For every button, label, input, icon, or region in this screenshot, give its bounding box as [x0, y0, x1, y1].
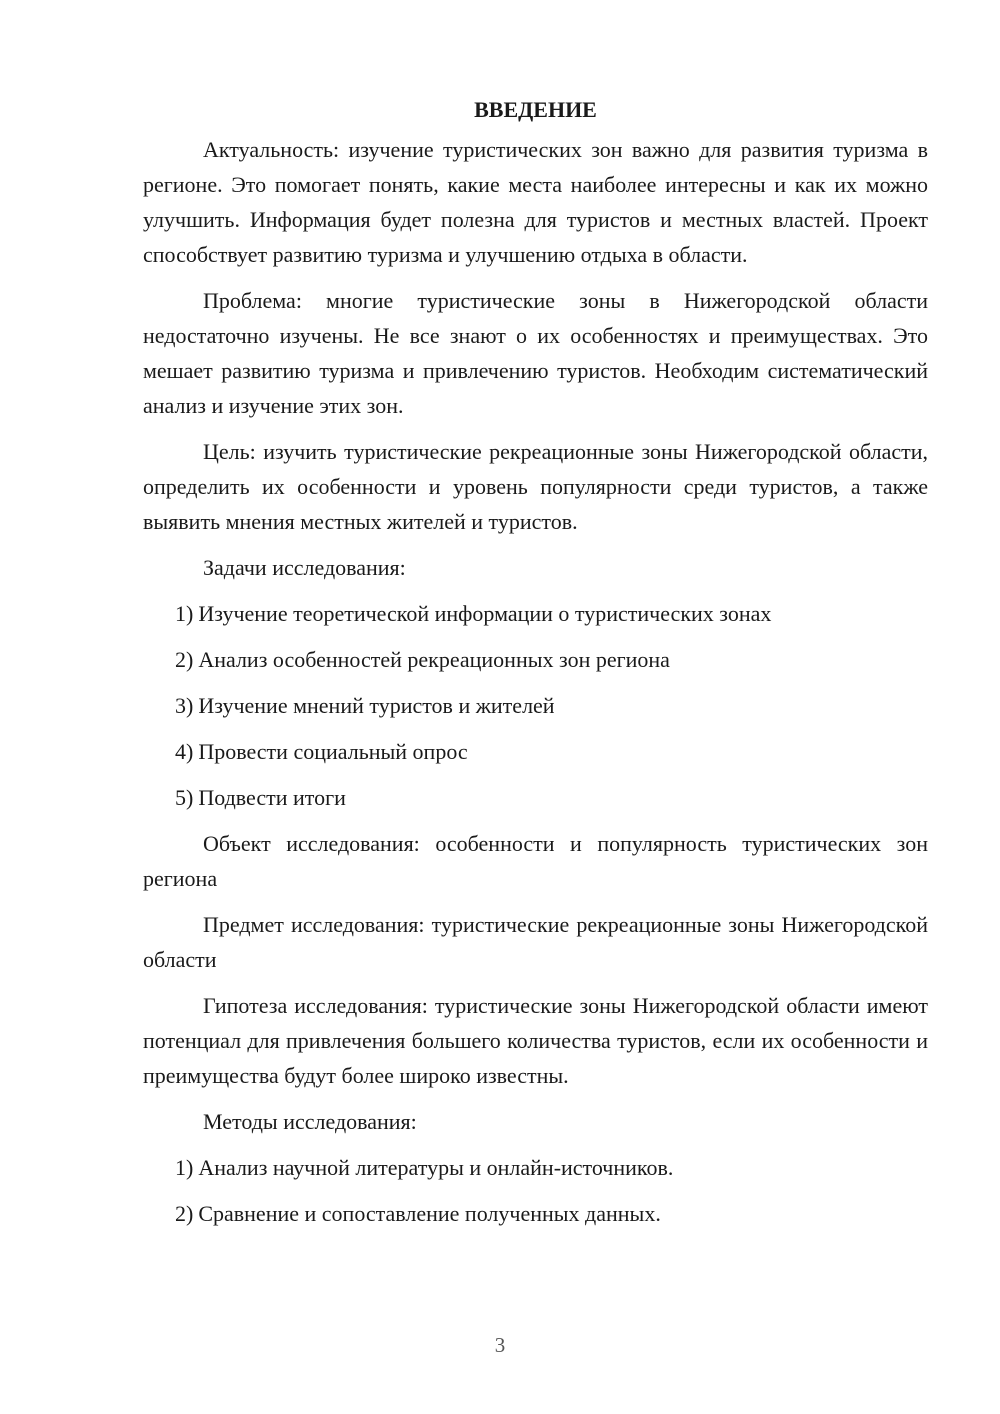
tasks-list: [143, 596, 928, 815]
list-item-text: Анализ особенностей рекреационных зон региона: [198, 647, 670, 672]
list-item-text: Провести социальный опрос: [198, 739, 468, 764]
list-item-number: 4): [175, 739, 194, 764]
list-item: [143, 1196, 928, 1231]
list-item-number: 2): [175, 647, 194, 672]
list-item: [143, 642, 928, 677]
subject-paragraph: Предмет исследования: туристические рекреационные зоны Нижегородской области: [143, 912, 928, 972]
list-item-text: Сравнение и сопоставление полученных данных.: [198, 1201, 661, 1226]
methods-heading: Методы исследования:: [203, 1109, 417, 1134]
document-page: [143, 90, 928, 1242]
list-item-number: 3): [175, 693, 194, 718]
list-item: [143, 734, 928, 769]
page-number: 3: [494, 1333, 506, 1357]
object-paragraph: Объект исследования: особенности и популярность туристических зон региона: [143, 831, 928, 891]
hypothesis-paragraph: Гипотеза исследования: туристические зоны Нижегородской области имеют потенциал для привлечения большего количества туристов, если их особенности и преимущества будут более широко известны.: [143, 993, 928, 1088]
list-item-number: 5): [175, 785, 194, 810]
list-item-number: 1): [175, 601, 194, 626]
list-item-number: 2): [175, 1201, 194, 1226]
tasks-heading: Задачи исследования:: [203, 555, 406, 580]
list-item: [143, 596, 928, 631]
list-item: [143, 780, 928, 815]
list-item-text: Изучение мнений туристов и жителей: [198, 693, 555, 718]
list-item-text: Подвести итоги: [198, 785, 346, 810]
methods-list: [143, 1150, 928, 1231]
list-item-text: Анализ научной литературы и онлайн-источников.: [198, 1155, 674, 1180]
relevance-paragraph: Актуальность: изучение туристических зон важно для развития туризма в регионе. Это помогает понять, какие места наиболее интересны и как их можно улучшить. Информация будет полезна для туристов и местных властей. Проект способствует развитию туризма и улучшению отдыха в области.: [143, 137, 928, 267]
list-item: [143, 1150, 928, 1185]
goal-paragraph: Цель: изучить туристические рекреационные зоны Нижегородской области, определить их особенности и уровень популярности среди туристов, а также выявить мнения местных жителей и туристов.: [143, 439, 928, 534]
section-title: ВВЕДЕНИЕ: [474, 97, 597, 122]
problem-paragraph: Проблема: многие туристические зоны в Нижегородской области недостаточно изучены. Не все знают о их особенностях и преимуществах. Это мешает развитию туризма и привлечению туристов. Необходим систематический анализ и изучение этих зон.: [143, 288, 928, 418]
list-item-text: Изучение теоретической информации о туристических зонах: [198, 601, 772, 626]
list-item-number: 1): [175, 1155, 194, 1180]
list-item: [143, 688, 928, 723]
